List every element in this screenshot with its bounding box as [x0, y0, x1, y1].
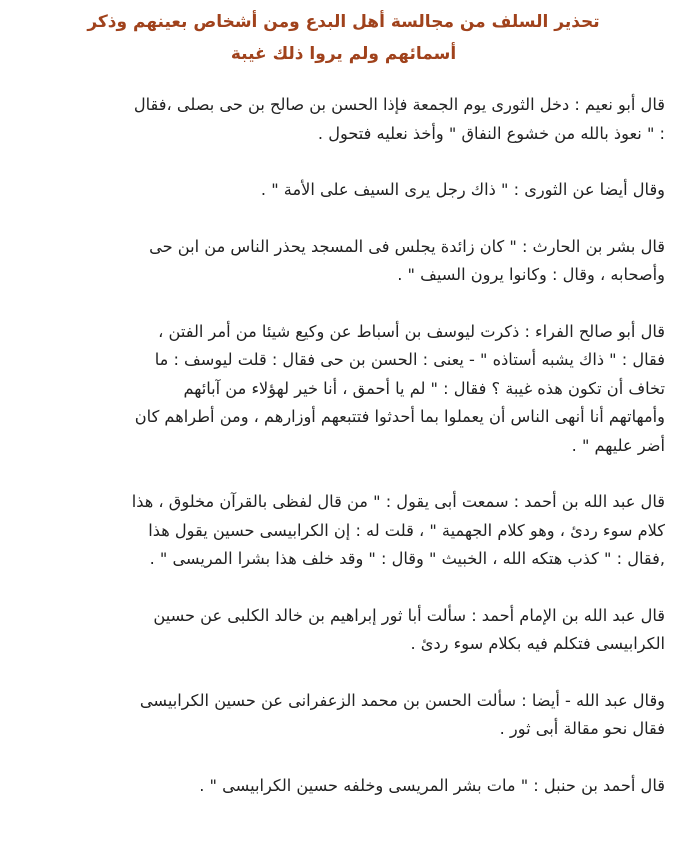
text-line: وقال أيضا عن الثورى : " ذاك رجل يرى السيف على الأمة " . [260, 180, 665, 199]
title-line-2: أسمائهم ولم يروا ذلك غيبة [230, 44, 457, 64]
title-line-1: تحذير السلف من مجالسة أهل البدع ومن أشخاص بعينهم وذكر [87, 12, 600, 32]
text-line: وقال عبد الله - أيضا : سألت الحسن بن محمد الزعفرانى عن حسين الكرابيسى [139, 690, 665, 710]
text-line: قال أحمد بن حنبل : " مات بشر المريسى وخلفه حسين الكرابيسى " . [199, 775, 665, 795]
paragraph-abu-nuaim [22, 91, 665, 148]
paragraph-bishr [22, 233, 665, 290]
page-title [22, 0, 665, 70]
text-line: تخاف أن تكون هذه غيبة ؟ فقال : " لم يا أحمق ، أنا خير لهؤلاء من آبائهم [183, 378, 665, 398]
text-line: وأصحابه ، وقال : وكانوا يرون السيف " . [397, 265, 665, 284]
text-line: قال بشر بن الحارث : " كان زائدة يجلس فى المسجد يحذر الناس من ابن حى [149, 236, 665, 256]
text-line: فقال نحو مقالة أبى ثور . [499, 719, 665, 738]
text-line: كلام سوء ردئ ، وهو كلام الجهمية " ، قلت له : إن الكرابيسى حسين يقول هذا [148, 520, 665, 540]
paragraph-abu-thawr [22, 602, 665, 659]
paragraph-abdullah-ahmad [22, 488, 665, 574]
text-line: فقال : " ذاك يشبه أستاذه " - يعنى : الحسن بن حى فقال : قلت ليوسف : ما [154, 350, 665, 369]
paragraph-zafarani [22, 687, 665, 744]
article-body [22, 91, 665, 800]
text-line: أضر عليهم " . [571, 435, 665, 455]
text-line: قال أبو نعيم : دخل الثورى يوم الجمعة فإذا الحسن بن صالح بن حى بصلى ،فقال [133, 95, 665, 114]
paragraph-thawri [22, 176, 665, 205]
text-line: الكرابيسى فتكلم فيه بكلام سوء ردئ . [410, 634, 665, 653]
text-line: : " نعوذ بالله من خشوع النفاق " وأخذ نعليه فتحول . [317, 123, 665, 143]
text-line: ,فقال : " كذب هتكه الله ، الخبيث " وقال : " وقد خلف هذا بشرا المريسى " . [149, 549, 665, 568]
paragraph-abu-salih [22, 318, 665, 461]
text-line: قال أبو صالح الفراء : ذكرت ليوسف بن أسباط عن وكيع شيئا من أمر الفتن ، [158, 321, 665, 341]
text-line: وأمهاتهم أنا أنهى الناس أن يعملوا بما أحدثوا فتتبعهم أوزارهم ، ومن أطراهم كان [134, 407, 665, 426]
paragraph-ahmad-hanbal [22, 772, 665, 801]
text-line: قال عبد الله بن أحمد : سمعت أبى يقول : " من قال لفظى بالقرآن مخلوق ، هذا [131, 492, 665, 511]
text-line: قال عبد الله بن الإمام أحمد : سألت أبا ثور إبراهيم بن خالد الكلبى عن حسين [153, 605, 665, 625]
